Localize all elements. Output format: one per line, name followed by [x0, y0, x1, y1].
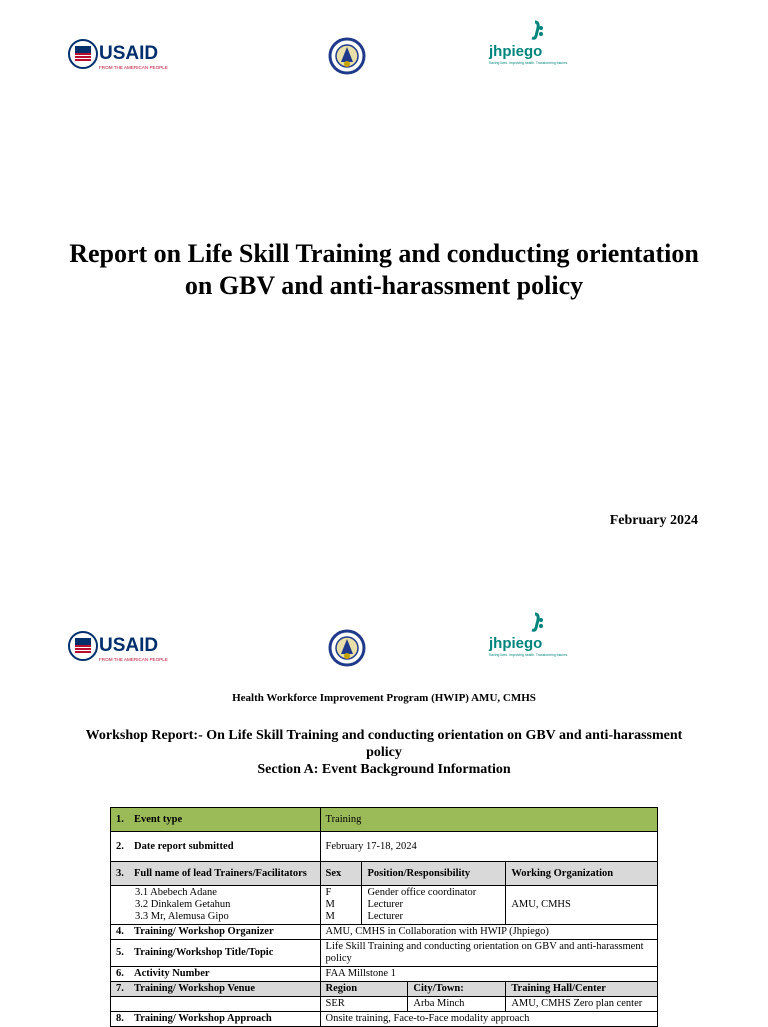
row-value: AMU, CMHS in Collaboration with HWIP (Jhpiego) [320, 925, 657, 940]
usaid-logo [68, 626, 168, 670]
table-row [111, 997, 658, 1012]
row-label: 5. Training/Workshop Title/Topic [111, 940, 321, 967]
row-value: Onsite training, Face-to-Face modality approach [320, 1012, 657, 1027]
venue-hall: AMU, CMHS Zero plan center [506, 997, 658, 1012]
col-header-region: Region [320, 982, 408, 997]
table-row [111, 808, 658, 832]
col-header-city: City/Town: [408, 982, 506, 997]
row-label: 3. Full name of lead Trainers/Facilitators [111, 862, 321, 886]
cover-date: February 2024 [609, 513, 698, 528]
jhpiego-tagline: Saving lives. Improving health. Transforming futures. [489, 61, 568, 65]
venue-region: SER [320, 997, 408, 1012]
empty-cell [111, 997, 321, 1012]
table-row [111, 967, 658, 982]
university-seal-icon [328, 626, 366, 670]
table-row [111, 925, 658, 940]
row-label: 2. Date report submitted [111, 832, 321, 862]
row-value: Training [320, 808, 657, 832]
table-row [111, 940, 658, 967]
usaid-wordmark: USAID [99, 43, 159, 64]
usaid-logo [68, 34, 168, 78]
trainer-sex: F M M [320, 886, 362, 925]
row-value: February 17-18, 2024 [320, 832, 657, 862]
logo-row-cover [0, 20, 768, 80]
event-info-table [110, 807, 658, 1027]
section-title: Section A: Event Background Information [257, 762, 511, 777]
venue-city: Arba Minch [408, 997, 506, 1012]
usaid-tagline: FROM THE AMERICAN PEOPLE [99, 65, 168, 70]
usaid-tagline: FROM THE AMERICAN PEOPLE [99, 657, 168, 662]
col-header-org: Working Organization [506, 862, 658, 886]
row-value: Life Skill Training and conducting orientation on GBV and anti-harassment policy [320, 940, 657, 967]
cover-title: Report on Life Skill Training and conducting orientation on GBV and anti-harassment policy [69, 239, 699, 300]
trainer-position: Gender office coordinator Lecturer Lecturer [362, 886, 506, 925]
report-heading [84, 727, 684, 778]
trainer-org: AMU, CMHS [506, 886, 658, 925]
row-label: 7. Training/ Workshop Venue [111, 982, 321, 997]
university-seal-icon [328, 34, 366, 78]
jhpiego-logo [487, 20, 568, 72]
table-row [111, 832, 658, 862]
usaid-wordmark: USAID [99, 635, 159, 656]
table-row [111, 886, 658, 925]
row-label: 4. Training/ Workshop Organizer [111, 925, 321, 940]
table-row [111, 982, 658, 997]
trainer-names: 3.1 Abebech Adane 3.2 Dinkalem Getahun 3.3 Mr, Alemusa Gipo [111, 886, 321, 925]
jhpiego-tagline: Saving lives. Improving health. Transforming futures. [489, 653, 568, 657]
col-header-hall: Training Hall/Center [506, 982, 658, 997]
jhpiego-wordmark: jhpiego [489, 635, 543, 652]
row-label: 1. Event type [111, 808, 321, 832]
program-line: Health Workforce Improvement Program (HWIP) AMU, CMHS [232, 692, 536, 704]
jhpiego-logo [487, 612, 568, 664]
report-title: Workshop Report:- On Life Skill Training and conducting orientation on GBV and anti-harassment policy [85, 728, 683, 760]
row-label: 6. Activity Number [111, 967, 321, 982]
table-row [111, 1012, 658, 1027]
row-label: 8. Training/ Workshop Approach [111, 1012, 321, 1027]
col-header-position: Position/Responsibility [362, 862, 506, 886]
table-row [111, 862, 658, 886]
row-value: FAA Millstone 1 [320, 967, 657, 982]
logo-row-page2 [0, 612, 768, 672]
col-header-sex: Sex [320, 862, 362, 886]
jhpiego-wordmark: jhpiego [489, 43, 543, 60]
